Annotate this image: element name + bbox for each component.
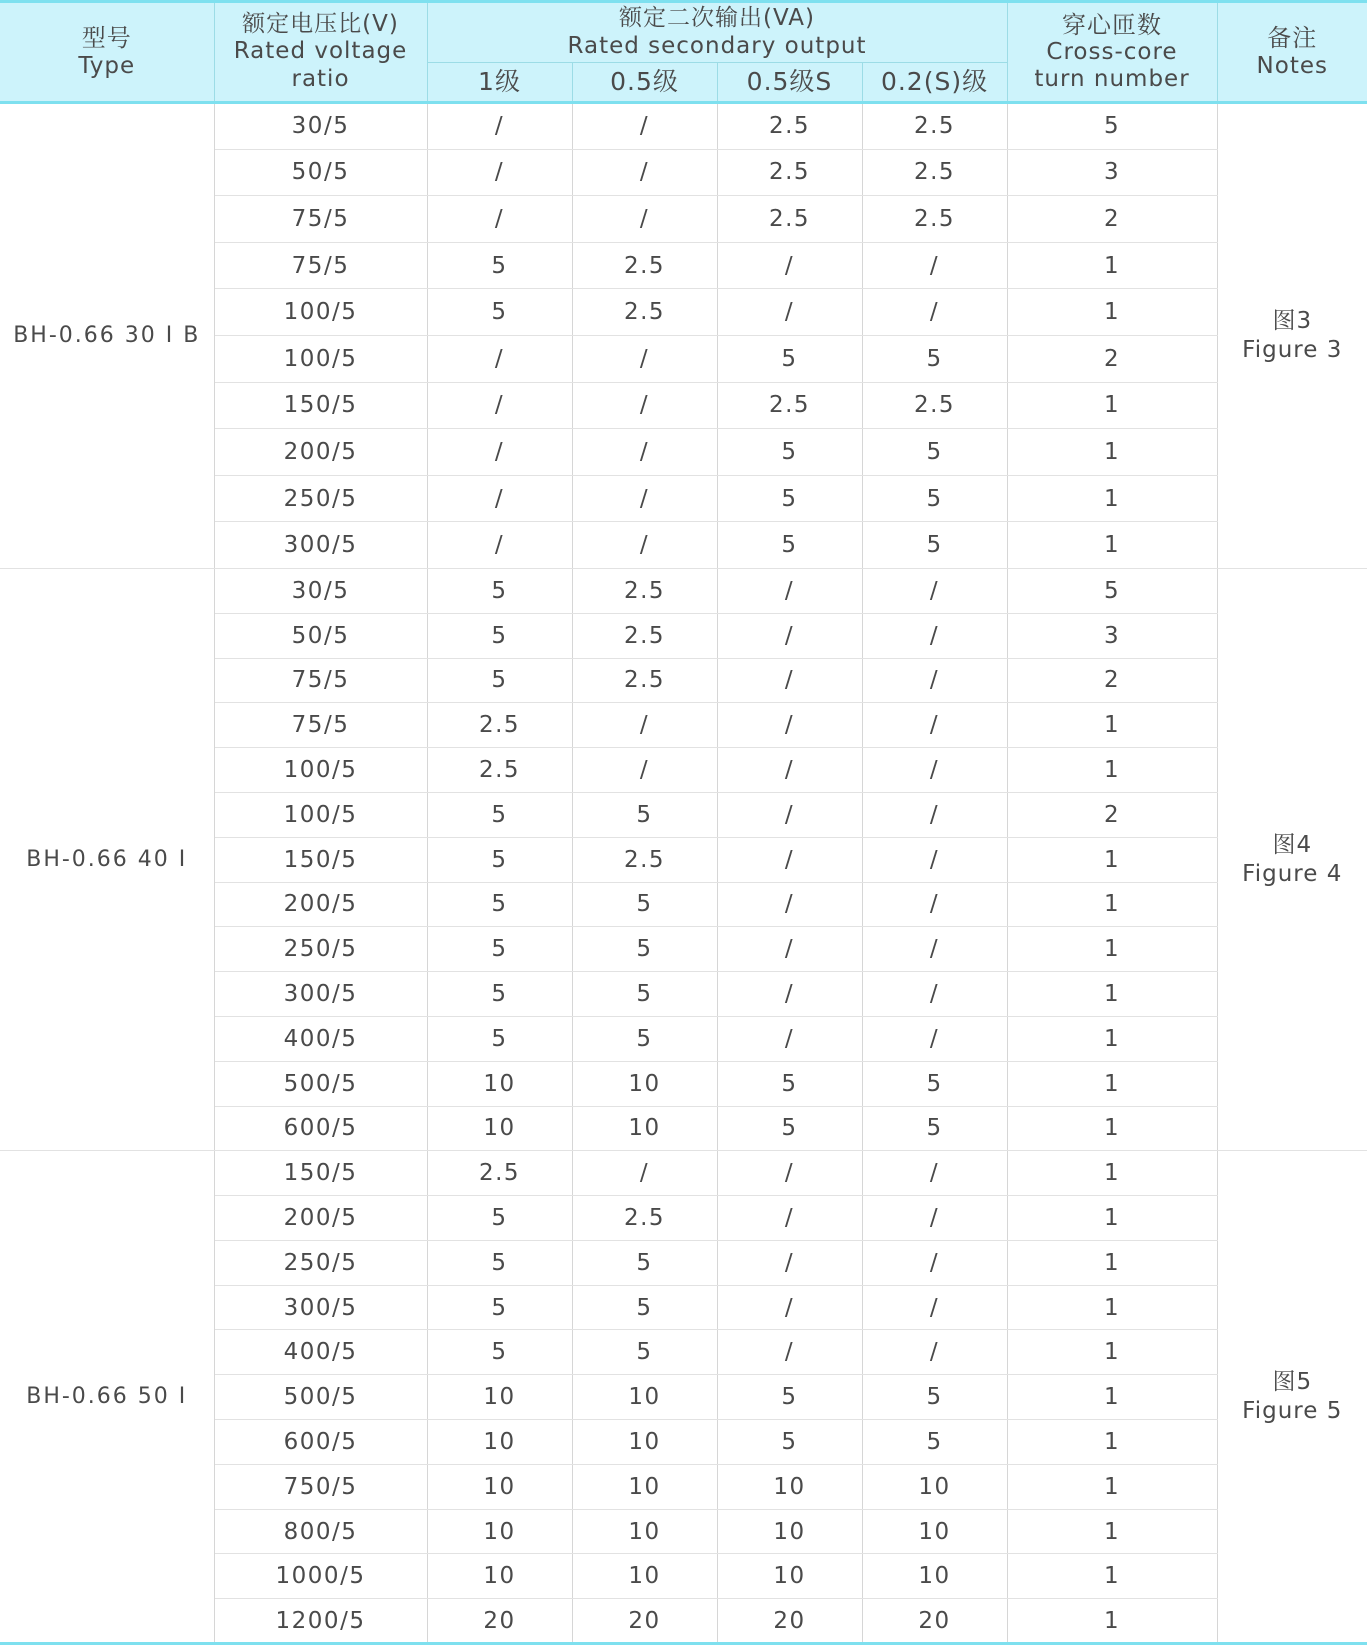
type-header [0, 2, 214, 103]
ratio-cell: 600/5 [214, 1420, 427, 1465]
figure-label-en: Figure 4 [1242, 860, 1343, 887]
class-05s-cell: / [717, 703, 862, 748]
turns-cell: 1 [1007, 1106, 1217, 1151]
output-header [427, 2, 1007, 63]
class-05s-cell: 5 [717, 335, 862, 382]
notes-cell [1217, 103, 1367, 569]
class-02s-cell: 5 [862, 522, 1007, 569]
class-05-cell: 10 [572, 1375, 717, 1420]
ratio-cell: 300/5 [214, 522, 427, 569]
class-02s-cell: 20 [862, 1599, 1007, 1644]
type-header-en: Type [78, 52, 136, 79]
class-05-cell: / [572, 522, 717, 569]
notes-header-en: Notes [1256, 52, 1328, 79]
class-1-cell: 5 [427, 927, 572, 972]
class-1-cell: 2.5 [427, 703, 572, 748]
class-02s-cell: 2.5 [862, 382, 1007, 429]
turns-header-cn: 穿心匝数 [1062, 10, 1163, 39]
class-05s-cell: / [717, 568, 862, 613]
ratio-cell: 75/5 [214, 658, 427, 703]
class-05s-cell: / [717, 1016, 862, 1061]
class-02s-cell: / [862, 568, 1007, 613]
ratio-cell: 200/5 [214, 882, 427, 927]
class-05s-cell: 5 [717, 1061, 862, 1106]
class-05-cell: 2.5 [572, 613, 717, 658]
class-1-cell: 10 [427, 1375, 572, 1420]
table-row [0, 103, 1367, 150]
class-05-cell: 10 [572, 1420, 717, 1465]
class-1-cell: 20 [427, 1599, 572, 1644]
ratio-cell: 600/5 [214, 1106, 427, 1151]
class-05s-cell: / [717, 1196, 862, 1241]
ratio-header-en-2: ratio [291, 65, 350, 92]
turns-cell: 1 [1007, 972, 1217, 1017]
class-05-cell: 5 [572, 1330, 717, 1375]
class-1-cell: 5 [427, 289, 572, 336]
class-02s-cell: / [862, 1330, 1007, 1375]
ratio-cell: 100/5 [214, 289, 427, 336]
class-02s-cell: 5 [862, 1061, 1007, 1106]
turns-cell: 1 [1007, 1509, 1217, 1554]
class-05-cell: / [572, 382, 717, 429]
class-05-cell: / [572, 703, 717, 748]
ratio-cell: 1000/5 [214, 1554, 427, 1599]
class-05-cell: / [572, 103, 717, 150]
class-02s-cell: / [862, 613, 1007, 658]
class-02s-cell: / [862, 837, 1007, 882]
class-02s-cell: / [862, 1285, 1007, 1330]
turns-cell: 1 [1007, 289, 1217, 336]
class-02s-cell: 5 [862, 475, 1007, 522]
figure-label-en: Figure 5 [1242, 1397, 1343, 1424]
class-05-cell: 5 [572, 927, 717, 972]
ratio-cell: 1200/5 [214, 1599, 427, 1644]
turns-cell: 1 [1007, 1464, 1217, 1509]
turns-cell: 1 [1007, 1420, 1217, 1465]
table-body [0, 103, 1367, 1644]
class-02s-cell: 5 [862, 429, 1007, 476]
class-05s-cell: / [717, 972, 862, 1017]
class-05s-cell: / [717, 613, 862, 658]
class-05s-cell: 2.5 [717, 382, 862, 429]
turns-header [1007, 2, 1217, 103]
class-05-cell: 5 [572, 1016, 717, 1061]
ratio-cell: 100/5 [214, 335, 427, 382]
class-05s-header: 0.5级S [717, 63, 862, 103]
output-header-cn: 额定二次输出(VA) [619, 5, 815, 32]
class-1-cell: / [427, 522, 572, 569]
class-02s-cell: 5 [862, 1420, 1007, 1465]
ratio-cell: 250/5 [214, 927, 427, 972]
ratio-cell: 500/5 [214, 1375, 427, 1420]
turns-cell: 2 [1007, 335, 1217, 382]
class-05s-cell: / [717, 882, 862, 927]
class-1-cell: 5 [427, 613, 572, 658]
class-1-cell: 5 [427, 972, 572, 1017]
ratio-cell: 500/5 [214, 1061, 427, 1106]
class-1-cell: / [427, 382, 572, 429]
class-02s-cell: 10 [862, 1509, 1007, 1554]
turns-cell: 3 [1007, 149, 1217, 196]
class-05-cell: 10 [572, 1509, 717, 1554]
class-05s-cell: / [717, 242, 862, 289]
class-02s-cell: 10 [862, 1554, 1007, 1599]
class-02s-cell: / [862, 792, 1007, 837]
class-05s-cell: 10 [717, 1554, 862, 1599]
ratio-cell: 75/5 [214, 196, 427, 243]
class-1-cell: 5 [427, 658, 572, 703]
class-05-cell: 5 [572, 1240, 717, 1285]
ratio-header-cn: 额定电压比(V) [242, 11, 399, 38]
ratio-cell: 75/5 [214, 703, 427, 748]
class-05-cell: 5 [572, 792, 717, 837]
class-05s-cell: / [717, 289, 862, 336]
figure-label-cn: 图4 [1272, 831, 1313, 858]
turns-cell: 1 [1007, 1554, 1217, 1599]
class-1-cell: 10 [427, 1106, 572, 1151]
turns-cell: 1 [1007, 703, 1217, 748]
class-02s-cell: 10 [862, 1464, 1007, 1509]
ratio-cell: 800/5 [214, 1509, 427, 1554]
class-02s-cell: / [862, 1151, 1007, 1196]
turns-cell: 1 [1007, 382, 1217, 429]
class-05-cell: 2.5 [572, 658, 717, 703]
class-1-cell: 5 [427, 1196, 572, 1241]
turns-cell: 2 [1007, 658, 1217, 703]
class-05-cell: / [572, 335, 717, 382]
class-02s-cell: / [862, 1196, 1007, 1241]
ratio-cell: 200/5 [214, 429, 427, 476]
class-05s-cell: / [717, 1240, 862, 1285]
class-05-cell: 10 [572, 1061, 717, 1106]
turns-cell: 1 [1007, 242, 1217, 289]
class-1-cell: 2.5 [427, 1151, 572, 1196]
class-05s-cell: 20 [717, 1599, 862, 1644]
turns-header-en-2: turn number [1034, 66, 1190, 93]
class-05-cell: / [572, 475, 717, 522]
turns-cell: 5 [1007, 103, 1217, 150]
ratio-cell: 750/5 [214, 1464, 427, 1509]
ratio-cell: 250/5 [214, 1240, 427, 1285]
class-05s-cell: 2.5 [717, 196, 862, 243]
turns-cell: 1 [1007, 522, 1217, 569]
class-1-cell: 5 [427, 1285, 572, 1330]
ratio-cell: 50/5 [214, 613, 427, 658]
figure-label-cn: 图5 [1272, 1368, 1313, 1395]
class-05-cell: 5 [572, 1285, 717, 1330]
turns-cell: 1 [1007, 882, 1217, 927]
type-header-cn: 型号 [81, 24, 132, 53]
class-02s-cell: / [862, 703, 1007, 748]
ratio-cell: 75/5 [214, 242, 427, 289]
ratio-header [214, 2, 427, 103]
class-02s-header: 0.2(S)级 [862, 63, 1007, 103]
class-1-cell: 5 [427, 837, 572, 882]
class-05-cell: 2.5 [572, 837, 717, 882]
ratio-cell: 100/5 [214, 748, 427, 793]
table-header [0, 2, 1367, 103]
class-05s-cell: 5 [717, 429, 862, 476]
turns-cell: 1 [1007, 1375, 1217, 1420]
class-02s-cell: 5 [862, 335, 1007, 382]
class-1-cell: 2.5 [427, 748, 572, 793]
class-05s-cell: / [717, 837, 862, 882]
class-05s-cell: / [717, 1330, 862, 1375]
class-05-cell: 5 [572, 972, 717, 1017]
turns-header-en-1: Cross-core [1046, 39, 1178, 66]
class-02s-cell: 2.5 [862, 196, 1007, 243]
class-02s-cell: 5 [862, 1375, 1007, 1420]
class-02s-cell: 5 [862, 1106, 1007, 1151]
class-02s-cell: / [862, 658, 1007, 703]
ratio-cell: 150/5 [214, 1151, 427, 1196]
class-05-cell: 5 [572, 882, 717, 927]
turns-cell: 1 [1007, 1061, 1217, 1106]
class-1-cell: / [427, 149, 572, 196]
class-05-cell: / [572, 1151, 717, 1196]
turns-cell: 1 [1007, 1240, 1217, 1285]
class-1-cell: 5 [427, 1330, 572, 1375]
class-1-cell: 5 [427, 1240, 572, 1285]
class-05s-cell: / [717, 1151, 862, 1196]
class-1-cell: 5 [427, 882, 572, 927]
class-02s-cell: / [862, 927, 1007, 972]
class-02s-cell: / [862, 289, 1007, 336]
class-05-cell: 2.5 [572, 242, 717, 289]
class-05-cell: / [572, 748, 717, 793]
table-row [0, 568, 1367, 613]
class-05-cell: / [572, 196, 717, 243]
turns-cell: 1 [1007, 429, 1217, 476]
class-02s-cell: 2.5 [862, 103, 1007, 150]
class-02s-cell: / [862, 1016, 1007, 1061]
class-05-cell: 2.5 [572, 1196, 717, 1241]
class-1-cell: 10 [427, 1420, 572, 1465]
class-1-cell: 10 [427, 1509, 572, 1554]
class-02s-cell: / [862, 748, 1007, 793]
class-05s-cell: 5 [717, 1420, 862, 1465]
model-cell: BH-0.66 50 Ⅰ [0, 1151, 214, 1644]
ratio-cell: 300/5 [214, 972, 427, 1017]
notes-cell [1217, 568, 1367, 1150]
class-02s-cell: / [862, 242, 1007, 289]
class-05-cell: 10 [572, 1464, 717, 1509]
model-cell: BH-0.66 40 Ⅰ [0, 568, 214, 1150]
figure-label-cn: 图3 [1272, 308, 1313, 335]
class-05-cell: / [572, 429, 717, 476]
ratio-cell: 200/5 [214, 1196, 427, 1241]
class-1-cell: 10 [427, 1061, 572, 1106]
model-cell: BH-0.66 30 Ⅰ B [0, 103, 214, 569]
figure-label-en: Figure 3 [1242, 336, 1343, 363]
turns-cell: 1 [1007, 1599, 1217, 1644]
class-1-cell: / [427, 103, 572, 150]
ratio-cell: 300/5 [214, 1285, 427, 1330]
ratio-cell: 400/5 [214, 1330, 427, 1375]
class-02s-cell: 2.5 [862, 149, 1007, 196]
ratio-cell: 250/5 [214, 475, 427, 522]
turns-cell: 1 [1007, 927, 1217, 972]
turns-cell: 1 [1007, 1196, 1217, 1241]
ratio-cell: 150/5 [214, 382, 427, 429]
class-1-cell: 5 [427, 568, 572, 613]
turns-cell: 1 [1007, 1330, 1217, 1375]
ratio-cell: 400/5 [214, 1016, 427, 1061]
class-1-header: 1级 [427, 63, 572, 103]
table-row [0, 1151, 1367, 1196]
class-05s-cell: 5 [717, 475, 862, 522]
ratio-cell: 30/5 [214, 568, 427, 613]
turns-cell: 1 [1007, 837, 1217, 882]
turns-cell: 1 [1007, 475, 1217, 522]
class-1-cell: / [427, 475, 572, 522]
class-05s-cell: / [717, 1285, 862, 1330]
class-05-cell: 20 [572, 1599, 717, 1644]
ratio-cell: 100/5 [214, 792, 427, 837]
class-05s-cell: 2.5 [717, 103, 862, 150]
turns-cell: 2 [1007, 196, 1217, 243]
turns-cell: 2 [1007, 792, 1217, 837]
class-1-cell: / [427, 335, 572, 382]
class-1-cell: 10 [427, 1464, 572, 1509]
class-05s-cell: / [717, 792, 862, 837]
class-05-cell: 2.5 [572, 289, 717, 336]
class-05-cell: / [572, 149, 717, 196]
class-05s-cell: 10 [717, 1464, 862, 1509]
class-02s-cell: / [862, 972, 1007, 1017]
class-05s-cell: 5 [717, 1106, 862, 1151]
class-1-cell: 5 [427, 792, 572, 837]
class-05s-cell: 5 [717, 522, 862, 569]
turns-cell: 5 [1007, 568, 1217, 613]
notes-cell [1217, 1151, 1367, 1644]
class-05s-cell: / [717, 927, 862, 972]
class-05s-cell: 5 [717, 1375, 862, 1420]
class-05s-cell: 2.5 [717, 149, 862, 196]
ratio-cell: 30/5 [214, 103, 427, 150]
notes-header [1217, 2, 1367, 103]
ratio-header-en-1: Rated voltage [233, 38, 408, 65]
class-1-cell: 5 [427, 242, 572, 289]
class-05-cell: 2.5 [572, 568, 717, 613]
turns-cell: 1 [1007, 748, 1217, 793]
ratio-cell: 150/5 [214, 837, 427, 882]
turns-cell: 1 [1007, 1016, 1217, 1061]
class-1-cell: / [427, 429, 572, 476]
turns-cell: 1 [1007, 1285, 1217, 1330]
class-05-cell: 10 [572, 1106, 717, 1151]
class-1-cell: 5 [427, 1016, 572, 1061]
class-05s-cell: 10 [717, 1509, 862, 1554]
class-05-header: 0.5级 [572, 63, 717, 103]
class-1-cell: / [427, 196, 572, 243]
class-02s-cell: / [862, 1240, 1007, 1285]
ratio-cell: 50/5 [214, 149, 427, 196]
turns-cell: 1 [1007, 1151, 1217, 1196]
output-header-en: Rated secondary output [567, 32, 867, 59]
class-02s-cell: / [862, 882, 1007, 927]
notes-header-cn: 备注 [1267, 24, 1318, 53]
turns-cell: 3 [1007, 613, 1217, 658]
class-05s-cell: / [717, 658, 862, 703]
class-05-cell: 10 [572, 1554, 717, 1599]
class-05s-cell: / [717, 748, 862, 793]
class-1-cell: 10 [427, 1554, 572, 1599]
